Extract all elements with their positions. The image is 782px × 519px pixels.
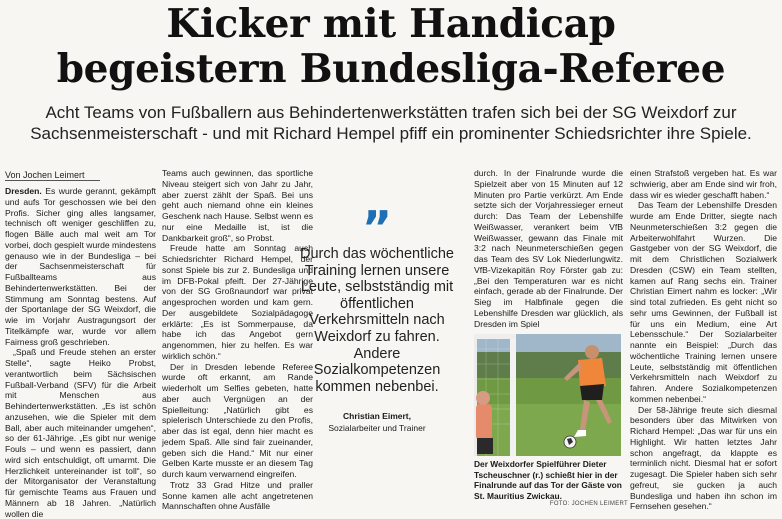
subheadline-line-2: Sachsenmeisterschaft - und mit Richard Hempel pfiff ein prominenter Schiedsrichter ihre Spiele.: [30, 124, 752, 143]
headline-line-1: Kicker mit Handicap: [166, 1, 616, 47]
byline-rule: [5, 180, 100, 181]
article-column-2: [162, 168, 313, 510]
pull-quote-text: Durch das wöchentliche Training lernen unsere Leute, selbstständig mit öffentlichen Verkehrsmitteln nach Weixdorf zu fahren. Andere Sozialkompetenzen kommen nebenbei.: [300, 246, 454, 395]
byline: Von Jochen Leimert: [5, 170, 85, 180]
photo-credit: FOTO: JOCHEN LEIMERT: [549, 501, 628, 507]
paragraph: Der 58-Jährige freute sich diesmal besonders über das Mitwirken von Richard Hempel: „Das war für uns ein Highlight. Wir hatten letztes Jahr schon angefragt, da klappte es terminlich nicht. Diesmal hat er sofort zugesagt. Die Spieler haben sich sehr gefreut, sie gucken ja auch Bundesliga und haben ihn schon im Fernsehen gesehen.“: [630, 404, 777, 512]
paragraph: Es wurde gerannt, gekämpft und aufs Tor geschossen wie bei den Profis. Sicher ging alles langsamer, technisch oft weniger geschliffen zu, flogen Bälle auch mal weit am Tor vorbei, doch gespielt wurde mindestens genauso wie in der Bundesliga – bei der Sachsenmeisterschaft für Fußballteams aus Behindertenwerkstätten. Bei der Stimmung am Sonntag bestens. Auf der Sportanlage der SG Weixdorf, die wie im Vorjahr Austragungsort der Titelkämpfe war, wurde vor allem Fairness groß geschrieben.: [5, 186, 157, 347]
subheadline-line-1: Acht Teams von Fußballern aus Behindertenwerkstätten trafen sich bei der SG Weixdorf zur: [45, 103, 737, 122]
pull-quote-author: Christian Eimert,: [342, 411, 412, 422]
pull-quote: [292, 201, 462, 434]
article-column-4: [474, 168, 623, 331]
article-column-1: [5, 186, 157, 519]
quotation-mark-icon: ”: [361, 201, 393, 255]
photo-caption: Der Weixdorfer Spielführer Dieter Tscheuschner (r.) schießt hier in der Finalrunde auf das Tor der Gäste von St. Mauritius Zwickau.: [474, 459, 622, 501]
paragraph: Der in Dresden lebende Referee wurde oft erkannt, am Rande wiederholt um Selfies gebeten, hatte aber auch Vergnügen an der Spielleitung: „Natürlich gibt es spielerisch Unterschiede zu den Profis, aber das ist egal, denn hier macht es jedem Spaß. Alle sind fair zueinander, geben sich die Hand.“ Mit nur einer Gelben Karte musste er an diesem Tag durch kaum verwarnend eingreifen.: [162, 361, 313, 479]
paragraph: einen Strafstoß vergeben hat. Es war schwierig, aber am Ende sind wir froh, dass wir es wieder geschafft haben.“: [630, 168, 777, 200]
paragraph: „Spaß und Freude stehen an erster Stelle“, sagte Heiko Probst, verantwortlich beim Sächsischen Fußball-Verband (SFV) für die Arbeit mit Menschen aus Behindertenwerkstätten. „Es ist schön anzusehen, wie die Spieler mit dem Ball, aber auch miteinander umgehen“, so der 61-Jährige. „Es gibt nur wenige Fouls – und wenn es passiert, dann wird sich entschuldigt, oft umarmt. Die Herzlichkeit untereinander ist toll“, so der Mitorganisator der Veranstaltung für gemischte Teams aus Frauen und Männern ab 18 Jahren. „Natürlich wollen die: [5, 347, 156, 519]
headline: [0, 2, 782, 92]
dateline: Dresden.: [5, 186, 42, 196]
paragraph: durch. In der Finalrunde wurde die Spielzeit aber von 15 Minuten auf 12 Minuten pro Partie verkürzt. Am Ende setzte sich der Vorjahressieger erneut durch: Das Team der Lebenshilfe Weißwasser, verankert beim VfB Weißwasser, gewann das Finale mit 3:2 nach Neunmeterschießen gegen das Team des SV Lok Niederlungwitz. VfB-Vizekapitän Roy Förster gab zu: „Bei den Temperaturen war es nicht einfach, gerade ab der Finalrunde. Der Sieg im Halbfinale gegen die Lebenshilfe Dresden war glücklich, als Dresden im Spiel: [474, 168, 623, 329]
subheadline: [0, 102, 782, 144]
paragraph: Freude hatte am Sonntag auch Schiedsrichter Richard Hempel, der sonst Spiele bis zur 2. Bundesliga und im DFB-Pokal pfeift. Der 27-Jährige von der SG Großnaundorf war privat angesprochen worden und kam gern. Der ausgebildete Sozialpädagoge erklärte: „Es ist Sommerpause, da habe ich das Angebot gern angenommen, hier zu helfen. Es war wirklich schön.“: [162, 243, 313, 361]
paragraph: Trotz 33 Grad Hitze und praller Sonne kamen alle acht angetretenen Mannschaften ohne Ausfälle: [162, 479, 313, 512]
paragraph: Teams auch gewinnen, das sportliche Niveau steigert sich von Jahr zu Jahr, aber zuerst zählt der Spaß. Bei uns geht auch niemand ohne ein kleines Geschenk nach Hause. Selbst wenn es nur eine Medaille ist, ist die Dankbarkeit groß“, so Probst.: [162, 168, 313, 243]
paragraph: Das Team der Lebenshilfe Dresden wurde am Ende Dritter, siegte nach Neunmeterschießen 3:2 gegen die Arbeiterwohlfahrt Wurzen. Die Gastgeber von der SG Weixdorf, die mit dem Christlichen Sozialwerk Dresden (CSW) ein Team stellten, kamen auf Rang sechs ein. Trainer Christian Eimert nahm es locker: „Wir sind total zufrieden. Es geht nicht so sehr ums Gewinnen, der Fußball ist für uns ein Medium, eine Art Lebensschule.“ Der Sozialarbeiter nannte ein Beispiel: „Durch das wöchentliche Training lernen unsere Leute, selbstständig mit öffentlichen Verkehrsmitteln nach Weixdorf zu fahren. Andere Sozialkompetenzen kommen nebenbei.“: [630, 200, 777, 404]
headline-line-2: begeistern Bundesliga-Referee: [56, 46, 726, 92]
pull-quote-role: Sozialarbeiter und Trainer: [328, 423, 426, 434]
football-match-photo: [474, 334, 621, 456]
article-column-5: [630, 168, 777, 510]
